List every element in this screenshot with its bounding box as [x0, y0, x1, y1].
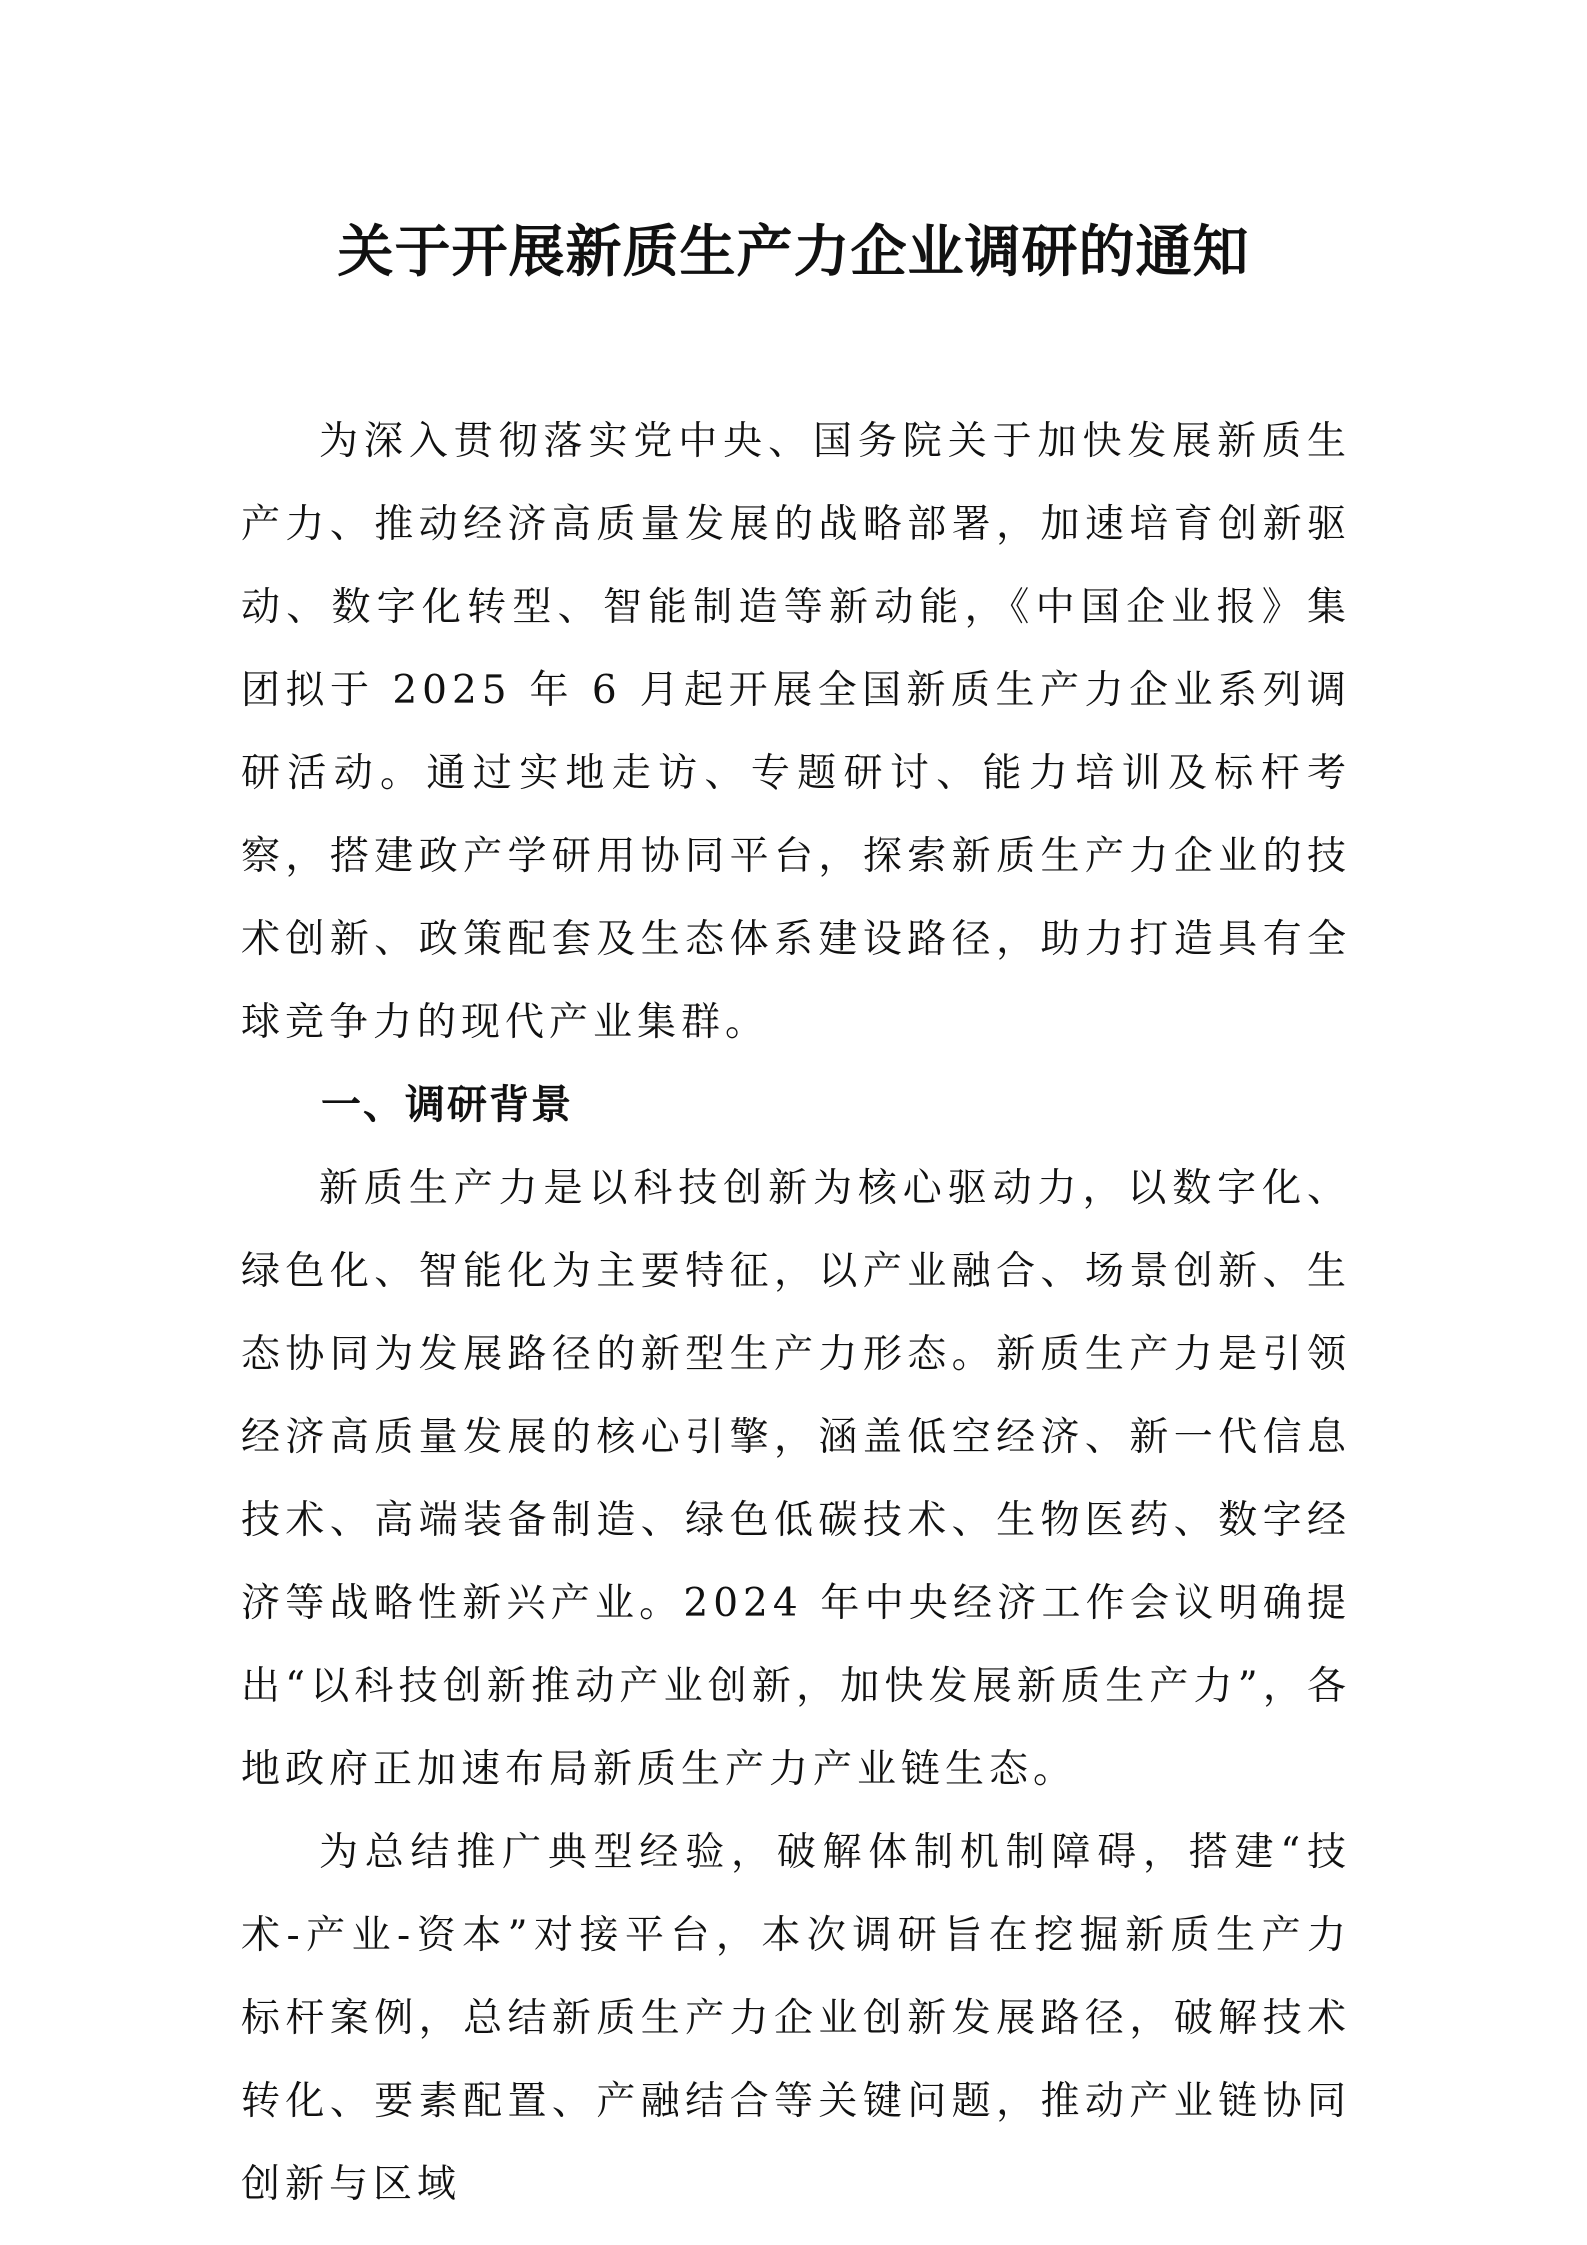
background-paragraph-1: 新质生产力是以科技创新为核心驱动力，以数字化、绿色化、智能化为主要特征，以产业融合、场景创新、生态协同为发展路径的新型生产力形态。新质生产力是引领经济高质量发展的核心引擎，涵盖低空经济、新一代信息技术、高端装备制造、绿色低碳技术、生物医药、数字经济等战略性新兴产业。2024 年中央经济工作会议明确提出“以科技创新推动产业创新，加快发展新质生产力”，各地政府正加速布局新质生产力产业链生态。: [241, 1166, 1351, 1792]
intro-paragraph: 为深入贯彻落实党中央、国务院关于加快发展新质生产力、推动经济高质量发展的战略部署，加速培育创新驱动、数字化转型、智能制造等新动能，《中国企业报》集团拟于 2025 年 6 月起开展全国新质生产力企业系列调研活动。通过实地走访、专题研讨、能力培训及标杆考察，搭建政产学研用协同平台，探索新质生产力企业的技术创新、政策配套及生态体系建设路径，助力打造具有全球竞争力的现代产业集群。: [241, 419, 1351, 1045]
document-title: 关于开展新质生产力企业调研的通知: [337, 219, 1250, 285]
background-paragraph-2: 为总结推广典型经验，破解体制机制障碍，搭建“技术-产业-资本”对接平台，本次调研旨在挖掘新质生产力标杆案例，总结新质生产力企业创新发展路径，破解技术转化、要素配置、产融结合等关键问题，推动产业链协同创新与区域: [241, 1830, 1351, 2207]
document-body: [241, 400, 1351, 2226]
section-heading-background: 一、调研背景: [321, 1082, 573, 1128]
